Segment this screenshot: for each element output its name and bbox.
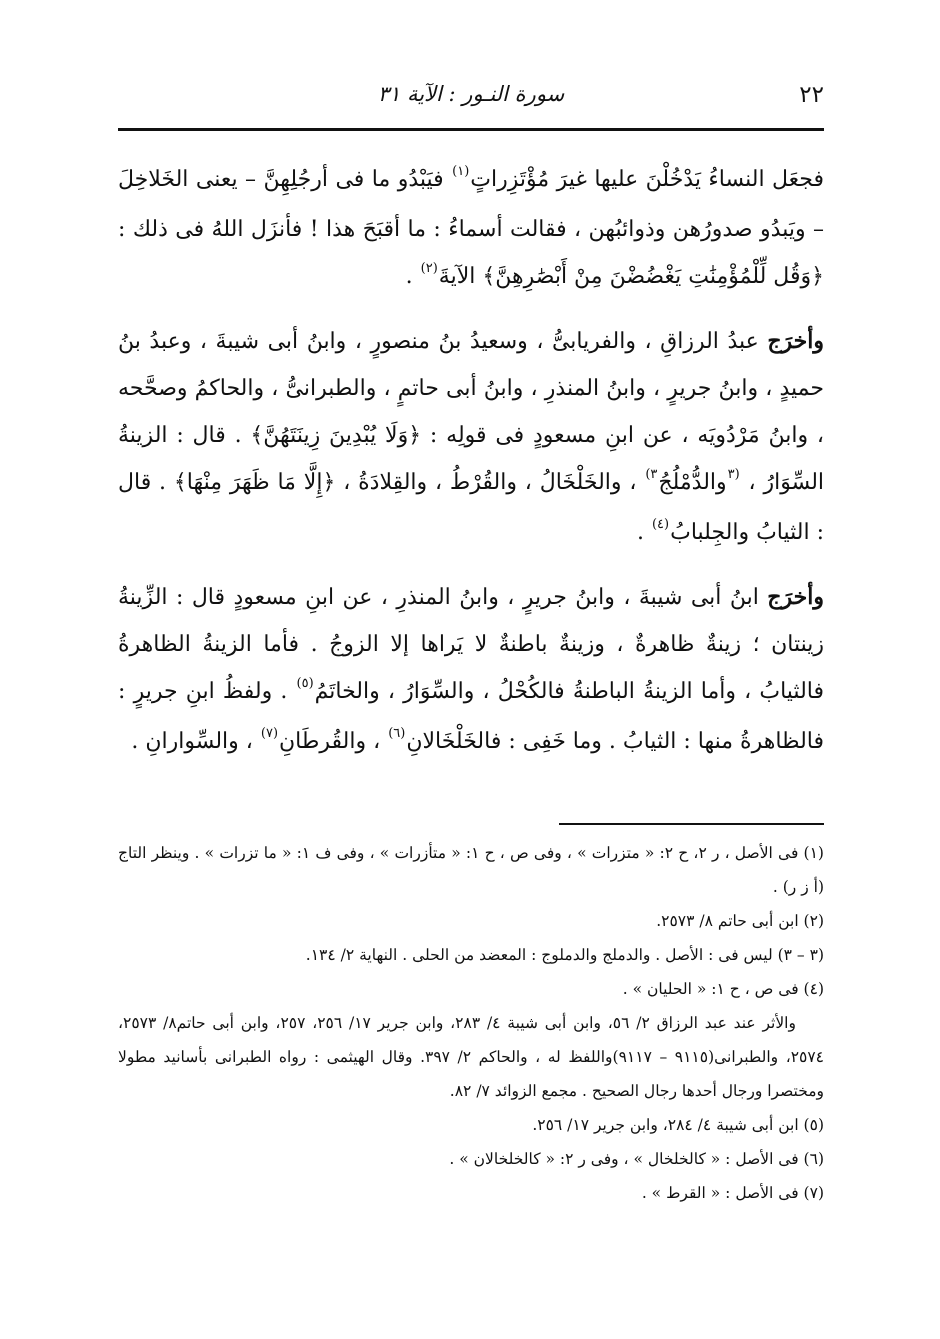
footnote-7: (٧) فى الأصل : « القرط » . — [641, 1184, 824, 1202]
paragraph-1 — [118, 156, 824, 303]
paragraph-3 — [118, 574, 824, 768]
footnote-3: (٣ – ٣) ليس فى : الأصل . والدملج والدملوج : المعضد من الحلى . النهاية ٢/ ١٣٤. — [305, 946, 824, 964]
page-number: ٢٢ — [799, 82, 824, 108]
footnote-marker: (٣ — [727, 467, 740, 482]
footnote-4-continuation: والأثر عند عبد الرزاق ٢/ ٥٦، وابن أبى شيبة ٤/ ٢٨٣، وابن جرير ١٧/ ٢٥٦، ٢٥٧، وابن أبى حاتم٨/ ٢٥٧٣، ٢٥٧٤، والطبرانى(٩١١٥ – ٩١١٧)واللفظ له ، والحاكم ٢/ ٣٩٧. وقال الهيثمى : رواه الطبرانى بأسانيد مطولا ومختصرا ورجال أحدها رجال الصحيح . مجمع الزوائد ٧/ ٨٢. — [118, 1014, 825, 1100]
text-run: ، والخَلْخَالُ ، والقُرْطُ ، والقِلادَةُ ، — [343, 470, 637, 495]
footnote-marker: (٤) — [651, 517, 670, 532]
page-header — [118, 78, 824, 118]
footnote-separator — [559, 823, 824, 825]
footnote-marker: (٦) — [388, 726, 406, 741]
main-text — [118, 156, 824, 768]
running-title: سورة النـور : الآية ٣١ — [377, 82, 565, 106]
text-run: ، والقُرطَانِ — [279, 729, 381, 754]
footnote-marker: (٧) — [260, 726, 279, 741]
quran-quote: ﴿إِلَّا مَا ظَهَرَ مِنْهَا﴾ — [173, 470, 336, 495]
text-run: فيَبْدُو ما فى أرجُلِهِنَّ – يعنى الخَلاخِلَ – ويَبدُو صدورُهن وذوائبُهن ، فقالت أسماءُ : ما أقبَحَ هذا ! فأنزَل اللهُ فى ذلك : — [118, 167, 824, 242]
footnote-marker: (١) — [452, 164, 470, 179]
paragraph-lead-word: وأخرَج — [767, 328, 824, 354]
text-run: ابنُ أبى شيبةَ ، وابنُ جريرٍ ، وابنُ المنذرِ ، عن ابنِ مسعودٍ قال : الزِّينةُ زينتان ؛ زينةٌ ظاهرةٌ ، وزينةٌ باطنةٌ لا يَراها إلا الزوجُ . فأما الزينةُ الظاهرةُ فالثيابُ ، وأما الزينةُ الباطنةُ فالكُحْلُ ، والسِّوَارُ ، والخاتَمُ — [118, 585, 824, 704]
quran-quote: ﴿وَلَا يُبْدِينَ زِينَتَهُنَّ﴾ — [250, 423, 422, 448]
footnote-marker: (٢) — [420, 261, 438, 276]
quran-quote: ﴿وَقُل لِّلْمُؤْمِنَٰتِ يَغْضُضْنَ مِنْ أَبْصَٰرِهِنَّ﴾ — [482, 264, 824, 289]
text-run: . — [636, 520, 644, 545]
footnote-marker: ٣) — [645, 467, 658, 482]
footnote-5: (٥) ابن أبى شيبة ٤/ ٢٨٤، وابن جرير ١٧/ ٢٥٦. — [532, 1116, 824, 1134]
text-run: والدُّمْلُجُ — [658, 470, 727, 495]
footnote-4: (٤) فى ص ، ح ١: « الحليان » . — [622, 980, 824, 998]
header-rule — [118, 128, 824, 131]
text-run: . — [405, 264, 413, 289]
text-run: عبدُ الرزاقِ ، والفريابىُّ ، وسعيدُ بنُ منصورٍ ، وابنُ أبى شيبةَ ، وعبدُ بنُ حميدٍ ، وابنُ جريرٍ ، وابنُ المنذرِ ، وابنُ أبى حاتمٍ ، والطبرانىُّ ، والحاكمُ وصحَّحه ، وابنُ مَرْدُويَه ، عن ابنِ مسعودٍ فى قولِه : — [118, 329, 825, 448]
footnote-marker: (٥) — [296, 676, 314, 691]
footnote-1: (١) فى الأصل ، ر ٢، ح ٢: « متزرات » ، وفى ص ، ح ١: « متأزرات » ، وفى ف ١: « ما تزرات » . وينظر التاج (أ ز ر) . — [118, 844, 824, 896]
text-run: فجعَل النساءُ يَدْخُلْنَ عليها غيرَ مُؤْتَزِراتٍ — [470, 167, 825, 192]
footnote-2: (٢) ابن أبى حاتم ٨/ ٢٥٧٣. — [656, 912, 824, 930]
text-run: ، والسِّوارانِ . — [131, 729, 253, 754]
text-run: . قال : الزينةُ السِّوَارُ ، — [118, 423, 825, 495]
footnote-6: (٦) فى الأصل : « كالخلخال » ، وفى ر ٢: « كالخلخالان » . — [449, 1150, 824, 1168]
text-run: . قال : الثيابُ والجِلبابُ — [118, 470, 824, 545]
text-run: . ولفظُ ابنِ جريرٍ : فالظاهرةُ منها : الثيابُ . وما خَفِى : فالخَلْخَالانِ — [118, 679, 824, 754]
paragraph-2 — [118, 318, 824, 559]
footnotes — [118, 836, 824, 1210]
paragraph-lead-word: وأخرَج — [767, 584, 824, 610]
text-run: الآيةَ — [438, 264, 476, 289]
